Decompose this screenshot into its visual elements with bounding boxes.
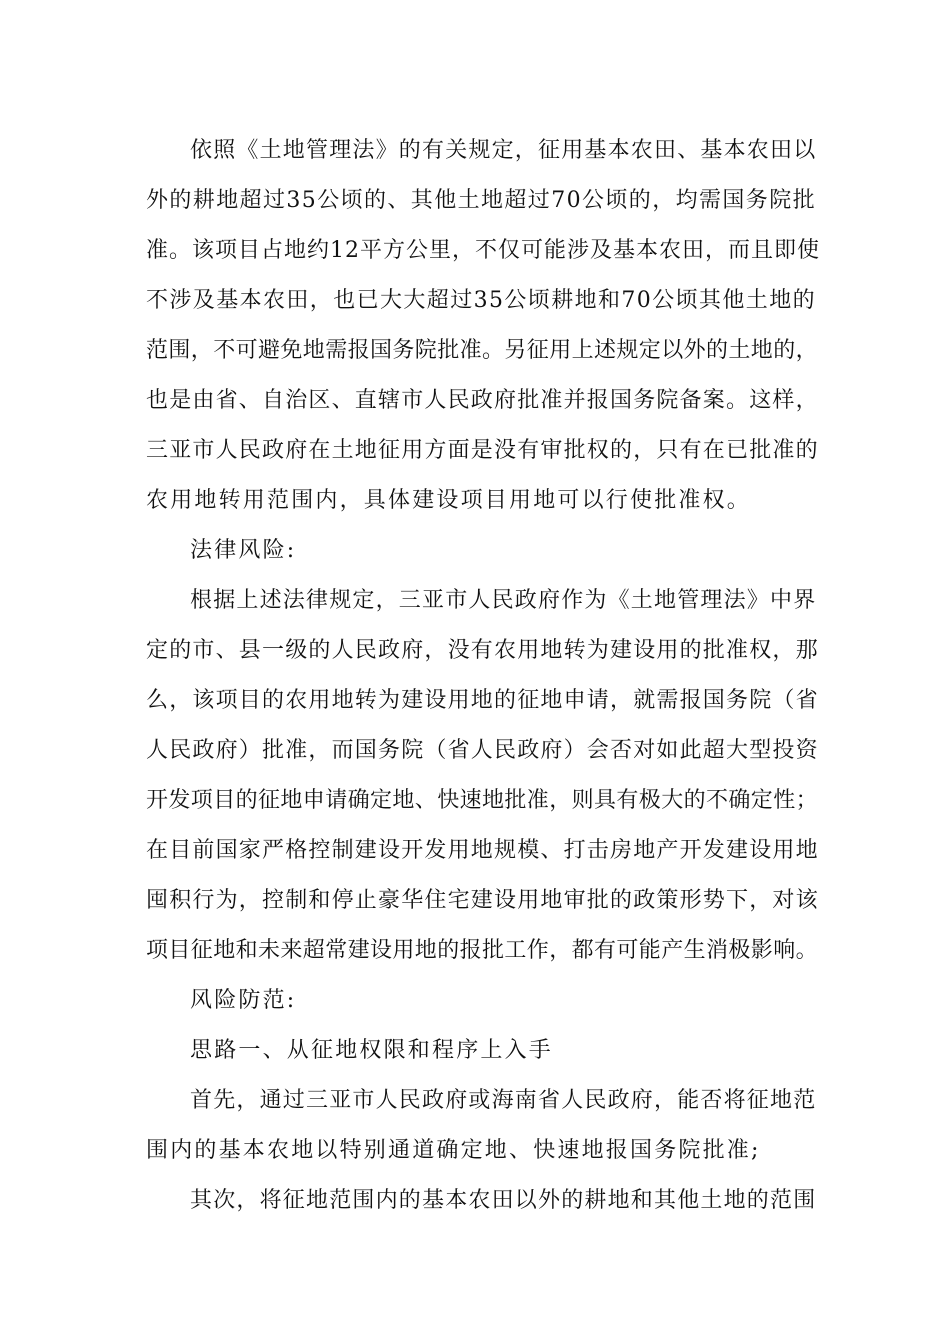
- paragraph-3-line-1: 首先，通过三亚市人民政府或海南省人民政府，能否将征地范: [190, 1088, 817, 1113]
- paragraph-1-line-7: 三亚市人民政府在土地征用方面是没有审批权的，只有在已批准的: [146, 438, 819, 463]
- heading-risk-prevention: 风险防范:: [190, 988, 297, 1013]
- paragraph-2-line-1: 根据上述法律规定，三亚市人民政府作为《土地管理法》中界: [190, 588, 817, 613]
- paragraph-2-line-2: 定的市、县一级的人民政府，没有农用地转为建设用的批准权，那: [146, 638, 819, 663]
- paragraph-1-line-4: 不涉及基本农田，也已大大超过35公顷耕地和70公顷其他土地的: [146, 288, 816, 313]
- paragraph-1-line-3: 准。该项目占地约12平方公里，不仅可能涉及基本农田，而且即使: [146, 238, 820, 263]
- paragraph-1-line-5: 范围，不可避免地需报国务院批准。另征用上述规定以外的土地的，: [146, 338, 819, 363]
- paragraph-1-line-1: 依照《土地管理法》的有关规定，征用基本农田、基本农田以: [190, 138, 817, 163]
- paragraph-2-line-4: 人民政府）批准，而国务院（省人民政府）会否对如此超大型投资: [146, 738, 819, 763]
- paragraph-2-line-8: 项目征地和未来超常建设用地的报批工作，都有可能产生消极影响。: [146, 938, 819, 963]
- paragraph-3-line-2: 围内的基本农地以特别通道确定地、快速地报国务院批准;: [146, 1138, 761, 1163]
- paragraph-2-line-6: 在目前国家严格控制建设开发用地规模、打击房地产开发建设用地: [146, 838, 819, 863]
- paragraph-1-line-2: 外的耕地超过35公顷的、其他土地超过70公顷的，均需国务院批: [146, 188, 816, 213]
- paragraph-2-line-3: 么，该项目的农用地转为建设用地的征地申请，就需报国务院（省: [146, 688, 819, 713]
- paragraph-1-line-6: 也是由省、自治区、直辖市人民政府批准并报国务院备案。这样，: [146, 388, 819, 413]
- heading-approach-one: 思路一、从征地权限和程序上入手: [190, 1038, 554, 1063]
- paragraph-2-line-5: 开发项目的征地申请确定地、快速地批准，则具有极大的不确定性；: [146, 788, 819, 813]
- paragraph-1-line-8: 农用地转用范围内，具体建设项目用地可以行使批准权。: [146, 488, 752, 513]
- paragraph-2-line-7: 囤积行为，控制和停止豪华住宅建设用地审批的政策形势下，对该: [146, 888, 819, 913]
- paragraph-4-line-1: 其次，将征地范围内的基本农田以外的耕地和其他土地的范围: [190, 1188, 817, 1213]
- heading-legal-risk: 法律风险:: [190, 538, 297, 563]
